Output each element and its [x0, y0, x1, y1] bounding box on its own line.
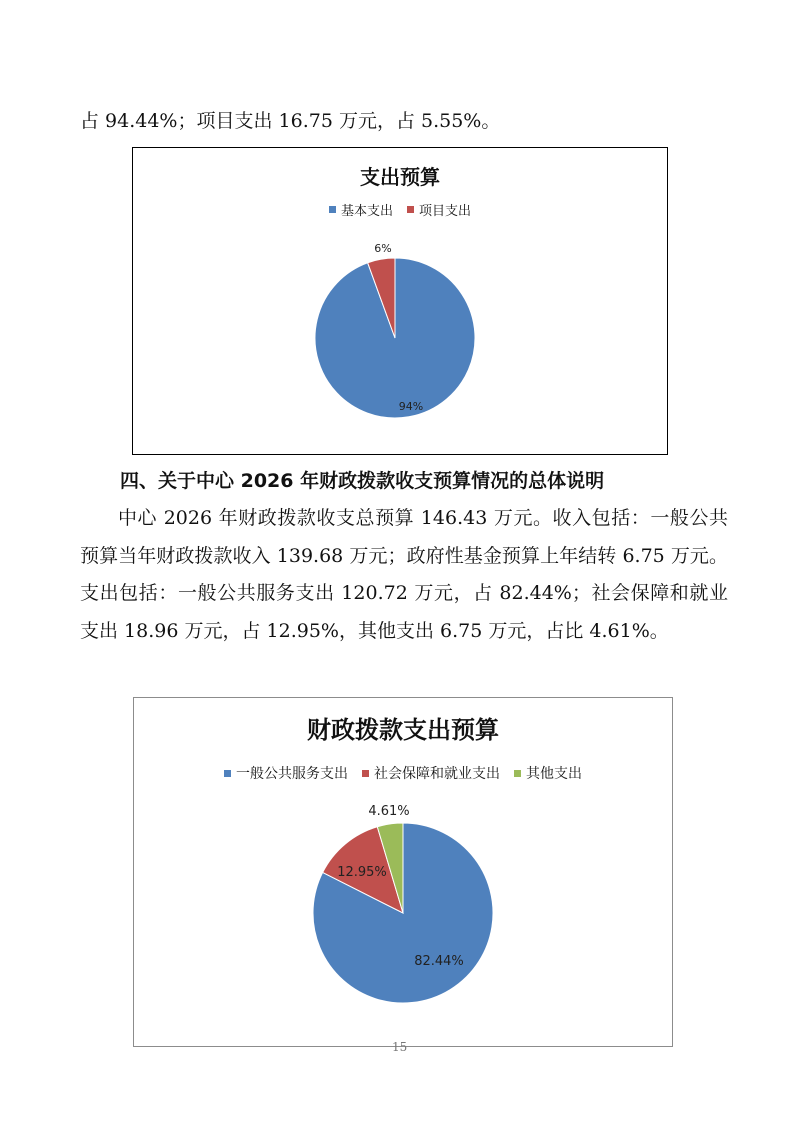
body-paragraph: 中心 2026 年财政拨款收支总预算 146.43 万元。收入包括：一般公共预算当年财政拨款收入 139.68 万元；政府性基金预算上年结转 6.75 万元。支出包括：一般公共服务支出 120.72 万元，占 82.44%；社会保障和就业支出 18.96 万元，占 12.95%，其他支出 6.75 万元，占比 4.61%。 [80, 507, 728, 642]
chart-title: 支出预算 [360, 165, 440, 189]
chart-title: 财政拨款支出预算 [307, 716, 499, 744]
data-label: 94% [398, 400, 424, 413]
legend-label: 项目支出 [419, 204, 472, 219]
legend-label: 社会保障和就业支出 [374, 766, 500, 782]
data-label: 6% [374, 242, 392, 255]
legend-label: 其他支出 [526, 766, 582, 782]
data-label: 82.44% [414, 954, 464, 969]
pie-chart [133, 148, 667, 454]
page-number: 15 [392, 1040, 408, 1054]
legend-label: 基本支出 [340, 204, 393, 219]
expenditure-budget-chart [132, 147, 668, 455]
fiscal-expenditure-budget-chart [133, 697, 673, 1047]
section-heading: 四、关于中心 2026 年财政拨款收支预算情况的总体说明 [120, 470, 605, 492]
top-text-line: 占 94.44%；项目支出 16.75 万元，占 5.55%。 [80, 110, 501, 132]
pie-chart [134, 698, 672, 1046]
data-label: 12.95% [337, 865, 387, 880]
data-label: 4.61% [368, 804, 410, 819]
legend-label: 一般公共服务支出 [236, 766, 348, 782]
